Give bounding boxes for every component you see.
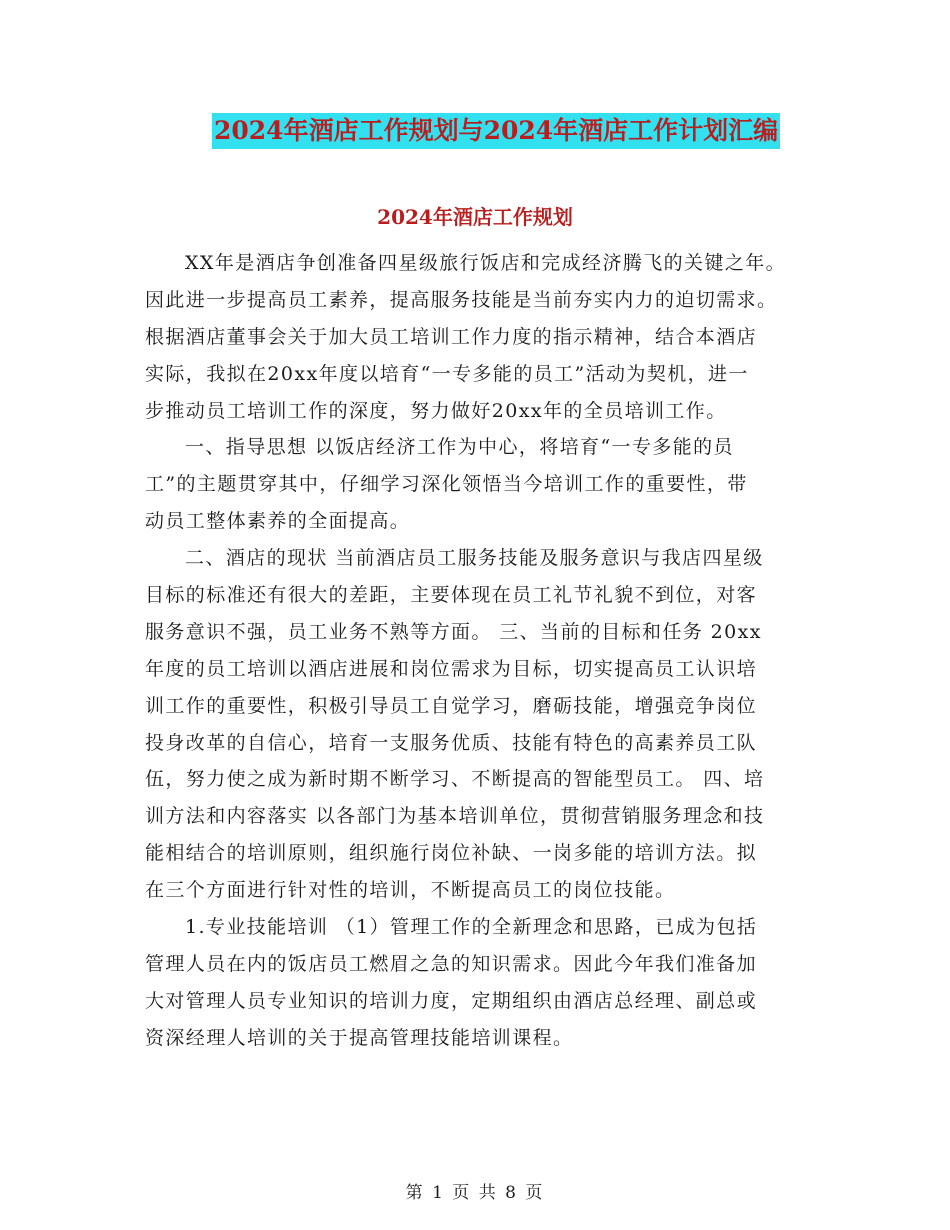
body-line: 动员工整体素养的全面提高。 [145,510,411,533]
body-line: 在三个方面进行针对性的培训，不断提高员工的岗位技能。 [145,879,676,902]
body-line: 年度的员工培训以酒店进展和岗位需求为目标，切实提高员工认识培 [145,657,758,680]
body-line: 一、指导思想 以饭店经济工作为中心，将培育“一专多能的员 [185,436,734,459]
page-footer: 第 1 页 共 8 页 [405,1183,545,1203]
body-line: 伍，努力使之成为新时期不断学习、不断提高的智能型员工。 四、培 [145,768,765,791]
body-line: XX年是酒店争创准备四星级旅行饭店和完成经济腾飞的关键之年。 [185,252,787,274]
body-line: 训方法和内容落实 以各部门为基本培训单位，贯彻营销服务理念和技 [145,805,765,828]
body-line: 大对管理人员专业知识的培训力度，定期组织由酒店总经理、副总或 [145,989,758,1012]
body-line: 步推动员工培训工作的深度，努力做好20xx年的全员培训工作。 [145,399,727,422]
body-line: 管理人员在内的饭店员工燃眉之急的知识需求。因此今年我们准备加 [145,952,758,975]
section-title: 2024年酒店工作规划 [377,205,573,229]
body-line: 实际，我拟在20xx年度以培育“一专多能的员工”活动为契机，进一 [145,362,749,385]
document-body [145,245,805,1057]
body-line: 因此进一步提高员工素养，提高服务技能是当前夯实内力的迫切需求。 [145,288,778,311]
body-line: 投身改革的自信心，培育一支服务优质、技能有特色的高素养员工队 [145,731,758,754]
body-line: 工”的主题贯穿其中，仔细学习深化领悟当今培训工作的重要性，带 [145,473,748,496]
body-line: 训工作的重要性，积极引导员工自觉学习，磨砺技能，增强竞争岗位 [145,694,758,717]
body-line: 资深经理人培训的关于提高管理技能培训课程。 [145,1026,574,1049]
body-line: 根据酒店董事会关于加大员工培训工作力度的指示精神，结合本酒店 [145,325,758,348]
document-title: 2024年酒店工作规划与2024年酒店工作计划汇编 [212,113,780,149]
body-line: 服务意识不强，员工业务不熟等方面。 三、当前的目标和任务 20xx [145,620,762,643]
body-line: 二、酒店的现状 当前酒店员工服务技能及服务意识与我店四星级 [185,547,764,570]
body-line: 能相结合的培训原则，组织施行岗位补缺、一岗多能的培训方法。拟 [145,842,758,865]
body-line: 1.专业技能培训 （1）管理工作的全新理念和思路，已成为包括 [185,916,758,939]
body-line: 目标的标准还有很大的差距，主要体现在员工礼节礼貌不到位，对客 [145,584,758,607]
